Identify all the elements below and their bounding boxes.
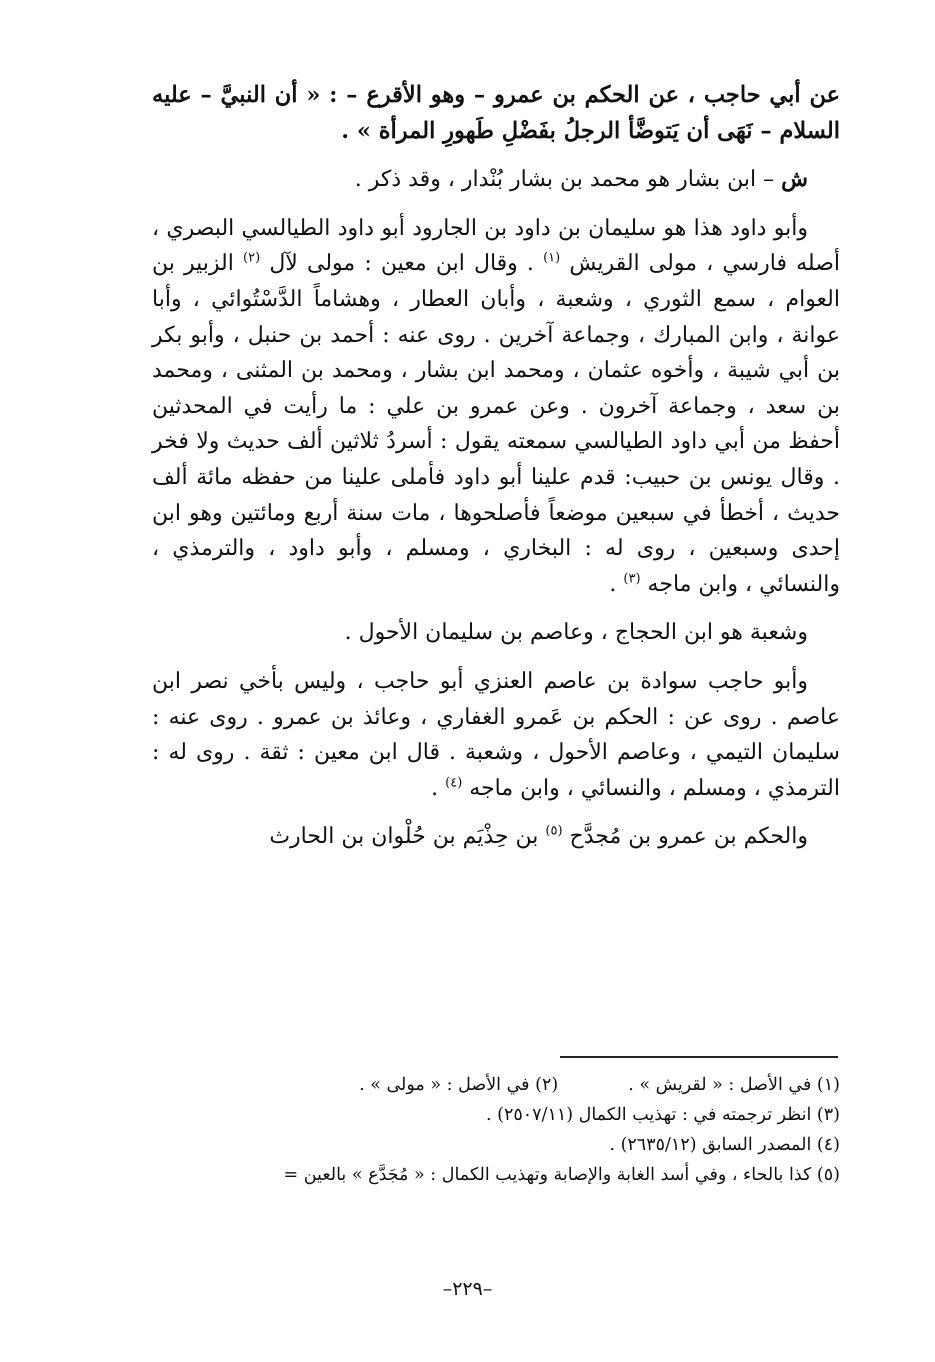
footnote-row-1-2 — [140, 1070, 840, 1100]
paragraph-hakam — [152, 819, 840, 855]
main-text — [152, 78, 840, 868]
text-segment: وأبو داود هذا هو سليمان بن داود بن الجارود أبو داود الطيالسي البصري ، أصله فارسي ، مولى القريش — [152, 215, 841, 277]
paragraph-abu-hajib — [152, 664, 840, 806]
footnote-ref-5[interactable]: (٥) — [545, 823, 563, 839]
text-segment: . — [431, 775, 446, 801]
text-segment: . وقال ابن معين : مولى لآل — [260, 251, 544, 277]
text-segment: الزبير بن العوام ، سمع الثوري ، وشعبة ، وأبان العطار ، وهشاماً الدَّسْتُوائي ، وأبا عوانة ، وابن المبارك ، وجماعة آخرين . روى عنه : أحمد بن حنبل ، وأبو بكر بن أبي شيبة ، وأخوه عثمان ، ومحمد ابن بشار ، ومحمد بن المثنى ، ومحمد بن سعد ، وجماعة آخرون . وعن عمرو بن علي : ما رأيت في المحدثين أحفظ من أبي داود الطيالسي سمعته يقول : أسردُ ثلاثين ألف حديث ولا فخر . وقال يونس بن حبيب: قدم علينا أبو داود فأملى علينا من حفظه مائة ألف حديث ، أخطأ في سبعين موضعاً فأصلحوها ، مات سنة أربع ومائتين وهو ابن إحدى وسبعين ، روى له : البخاري ، ومسلم ، وأبو داود ، والترمذي ، والنسائي ، وابن ماجه — [152, 251, 840, 597]
page-number: –٢٢٩– — [442, 1278, 493, 1300]
hadith-text — [152, 78, 840, 149]
commentary-intro — [152, 162, 840, 198]
footnote-2: (٢) في الأصل : « مولى » . — [359, 1075, 559, 1095]
text-segment: . — [609, 571, 624, 597]
text-segment: وشعبة هو ابن الحجاج ، وعاصم بن سليمان الأحول . — [344, 620, 808, 646]
footnote-5: (٥) كذا بالحاء ، وفي أسد الغابة والإصابة وتهذيب الكمال : « مُجَدَّع » بالعين = — [283, 1165, 840, 1185]
footnote-4: (٤) المصدر السابق (٢٦٣٥/١٢) . — [609, 1135, 840, 1155]
footnote-ref-2[interactable]: (٢) — [243, 251, 261, 267]
footnote-1: (١) في الأصل : « لقريش » . — [628, 1075, 840, 1095]
commentary-sentence: – ابن بشار هو محمد بن بشار بُنْدار ، وقد ذكر . — [354, 167, 782, 193]
footnote-ref-4[interactable]: (٤) — [445, 775, 463, 791]
commentary-marker: ش — [781, 166, 808, 193]
paragraph-abu-dawud — [152, 211, 840, 603]
text-segment: والحكم بن عمرو بن مُجدَّح — [562, 824, 808, 850]
footnotes — [140, 1070, 840, 1190]
footnote-3: (٣) انظر ترجمته في : تهذيب الكمال (٢٥٠٧/١١) . — [486, 1105, 840, 1125]
footnote-ref-3[interactable]: (٣) — [623, 571, 641, 587]
hadith-sentence: عن أبي حاجب ، عن الحكم بن عمرو – وهو الأقرع – : « أن النبيَّ – عليه السلام – نَهَى أن يَتوضَّأ الرجلُ بفَضْلِ طَهورِ المرأة » . — [152, 82, 840, 144]
footnote-ref-1[interactable]: (١) — [543, 251, 561, 267]
text-segment: وأبو حاجب سوادة بن عاصم العنزي أبو حاجب ، وليس بأخي نصر ابن عاصم . روى عن : الحكم بن عَمرو الغفاري ، وعائذ بن عمرو . روى عنه : سليمان التيمي ، وعاصم الأحول ، وشعبة . قال ابن معين : ثقة . روى له : الترمذي ، ومسلم ، والنسائي ، وابن ماجه — [152, 668, 840, 801]
text-segment: بن حِذْيَم بن حُلْوان بن الحارث — [269, 824, 546, 850]
paragraph-shuba — [152, 615, 840, 651]
footnote-divider — [560, 1056, 838, 1058]
